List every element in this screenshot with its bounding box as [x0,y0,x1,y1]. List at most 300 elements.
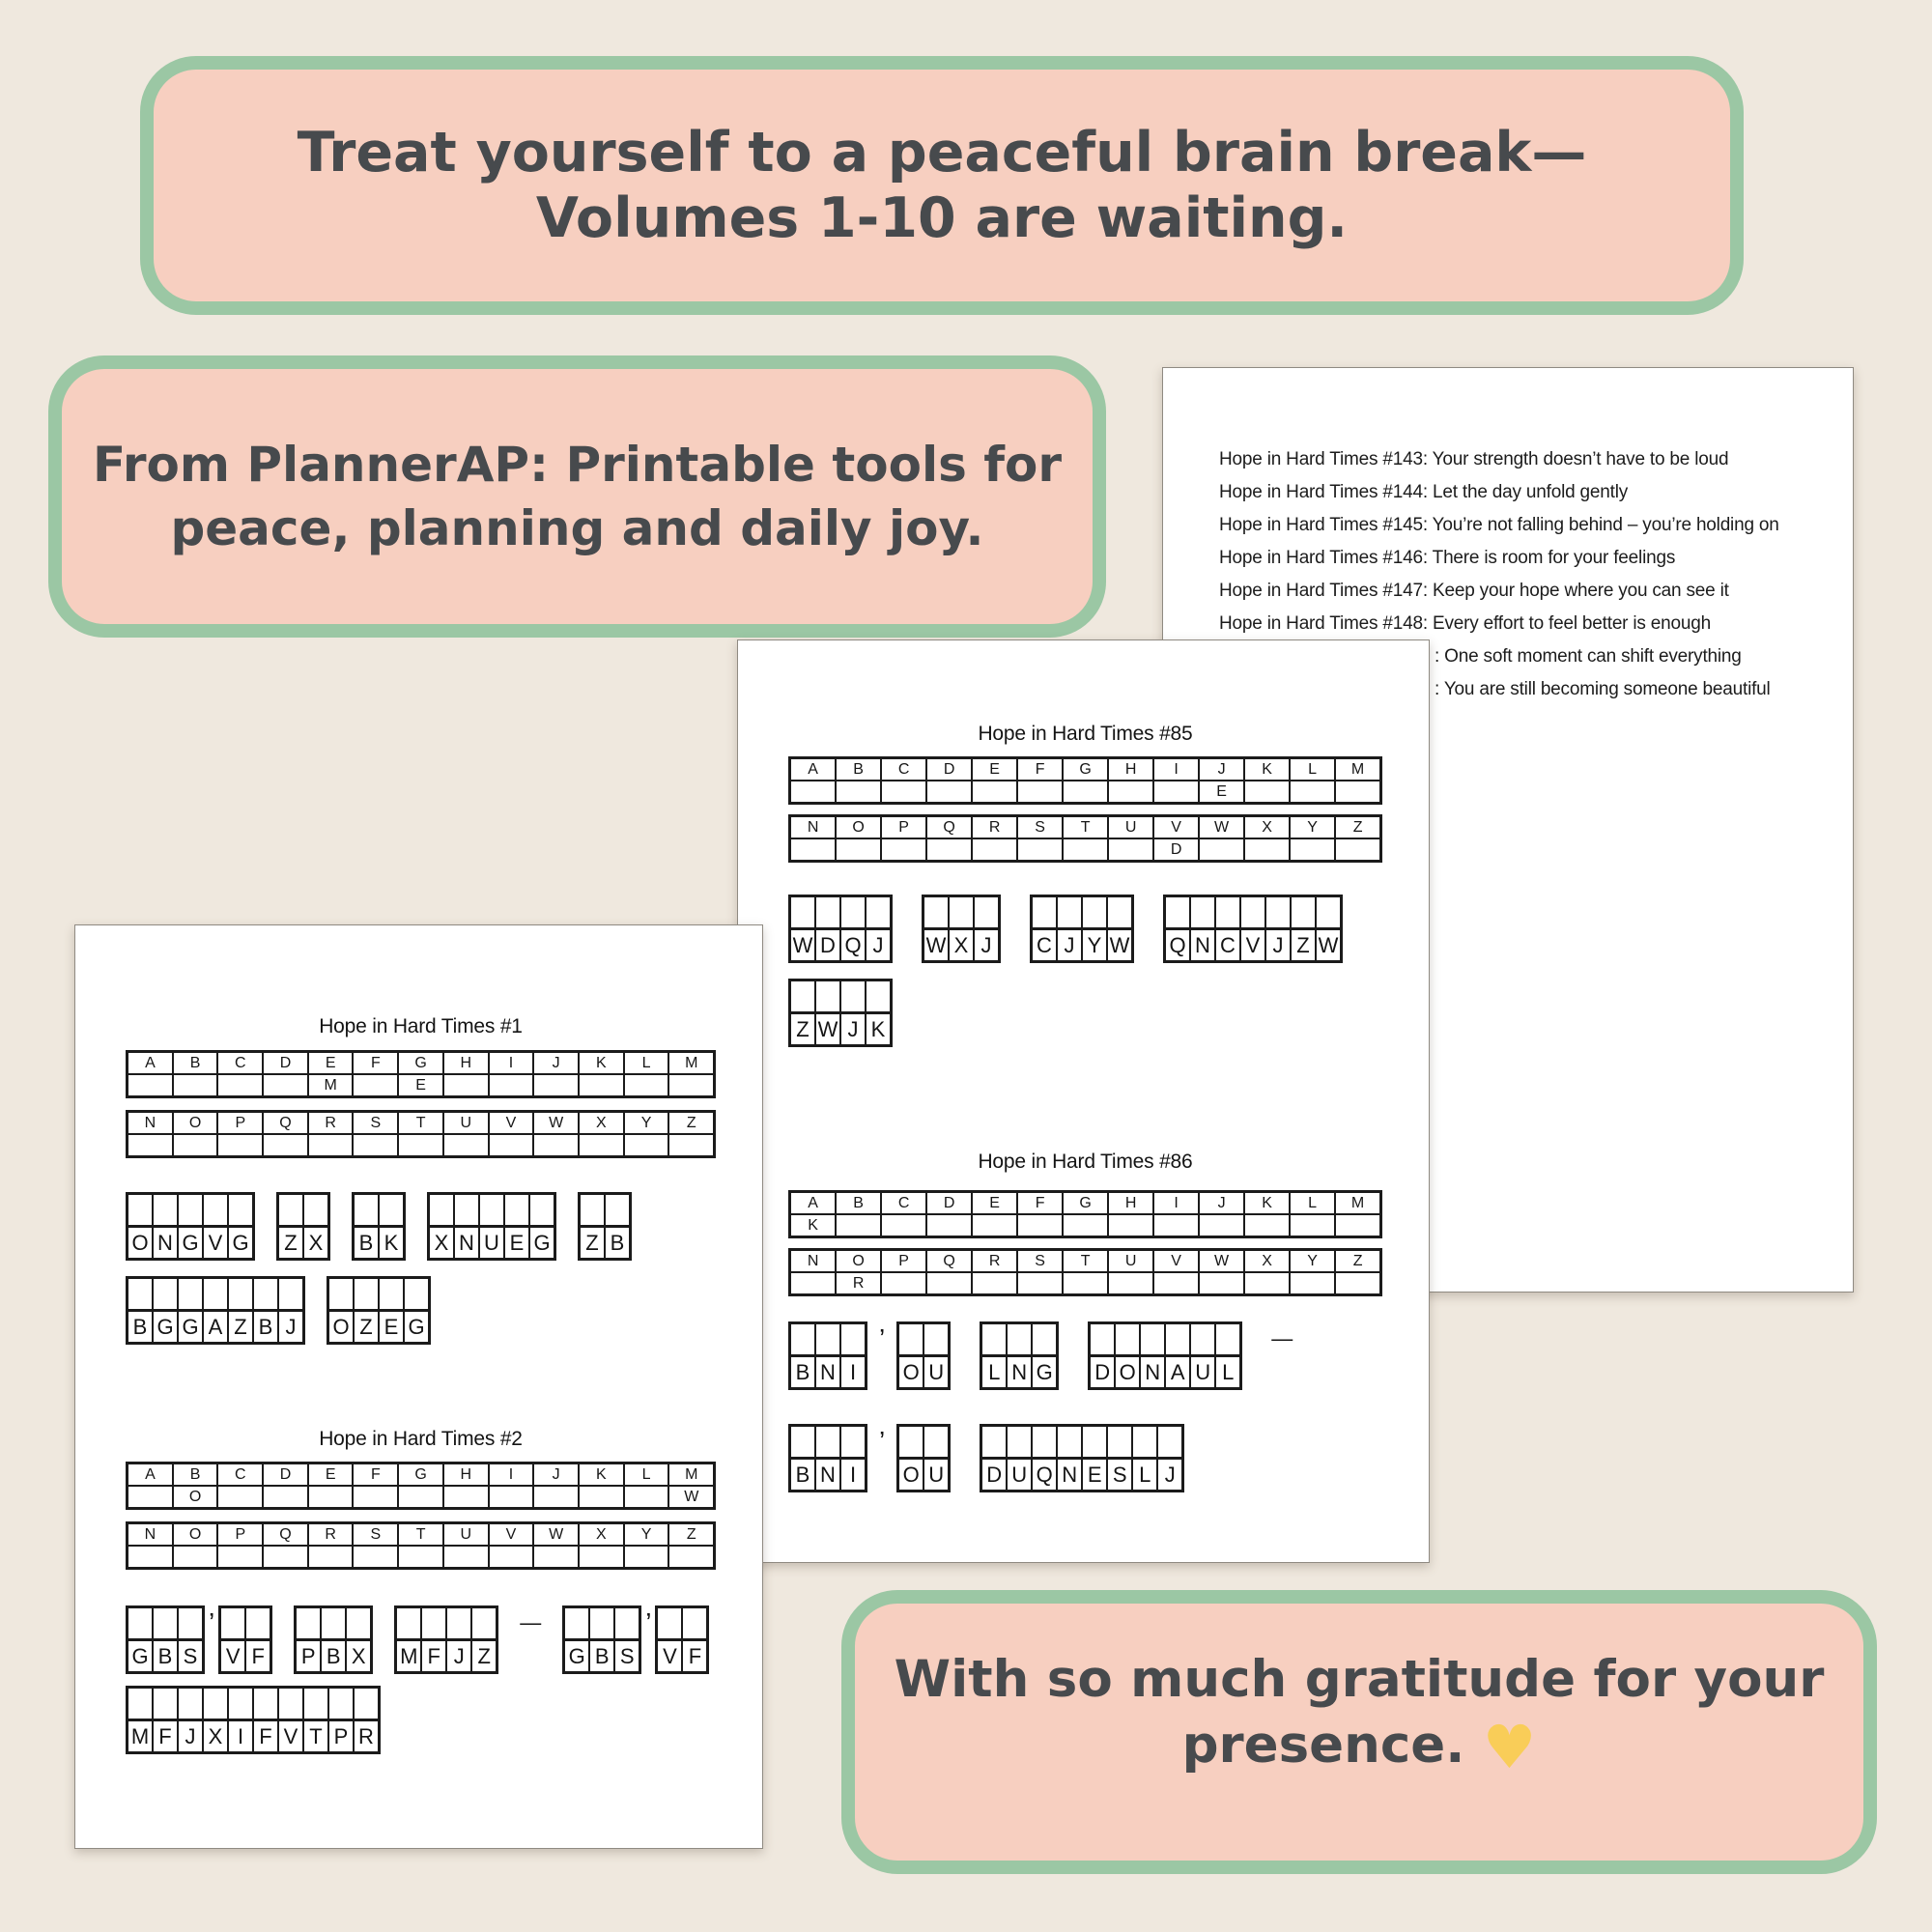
word-cipher-cell: P [296,1640,321,1672]
word-answer-cell [1316,896,1341,928]
banner-line: Treat yourself to a peaceful brain break— [297,121,1587,185]
quote-line-partial: : One soft moment can shift everything [1435,646,1742,667]
word-answer-cell [605,1194,630,1226]
key-letter-cell: U [1108,1250,1153,1272]
key-letter-cell: W [533,1523,579,1546]
puzzle-page-85-86-content [738,722,1429,1492]
puzzle-page-1-2-content [75,1014,762,1754]
key-letter-cell: F [1017,758,1063,781]
word-answer-cell [1265,896,1291,928]
word-answer-cell [421,1607,446,1639]
word-cipher-cell: J [278,1311,303,1343]
key-letter-cell: I [489,1052,534,1074]
word-cipher-cell: B [153,1640,178,1672]
cryptogram-word [394,1605,498,1674]
word-cipher-cell: K [866,1013,891,1045]
cryptogram-line [126,1192,716,1261]
word-cipher-cell: U [1190,1356,1215,1388]
punctuation-mark: ’ [879,1425,886,1456]
key-letter-cell: B [173,1463,218,1486]
key-answer-cell [308,1486,354,1508]
word-answer-cell [128,1688,153,1719]
key-answer-cell [173,1546,218,1568]
cryptogram-line [126,1605,716,1674]
word-cipher-cell: M [396,1640,421,1672]
word-cipher-cell: Z [228,1311,253,1343]
cryptogram-word [562,1605,641,1674]
word-cipher-cell: G [1032,1356,1057,1388]
banner-brain-break [140,56,1744,315]
word-answer-cell [949,896,974,928]
word-answer-cell [564,1607,589,1639]
word-answer-cell [278,1278,303,1310]
key-letter-cell: D [263,1052,308,1074]
cryptogram-word [126,1686,381,1754]
key-answer-cell [668,1074,714,1096]
key-letter-cell: O [173,1112,218,1134]
key-answer-cell [1063,781,1108,803]
quote-line: Hope in Hard Times #146: There is room for your feelings [1219,548,1676,568]
cipher-key-table [788,756,1382,805]
key-answer-cell [972,1214,1017,1236]
key-letter-cell: Q [926,1250,972,1272]
quote-line: Hope in Hard Times #144: Let the day unfold gently [1219,482,1629,502]
word-cipher-cell: F [253,1720,278,1752]
key-answer-cell [1244,1214,1290,1236]
key-answer-cell [533,1546,579,1568]
word-cipher-cell: J [1057,929,1082,961]
key-letter-cell: I [1153,758,1199,781]
key-answer-cell [353,1074,398,1096]
key-answer-cell [398,1486,443,1508]
word-answer-cell [923,896,949,928]
key-answer-cell [308,1134,354,1156]
key-letter-cell: U [1108,816,1153,838]
punctuation-mark: ’ [645,1606,652,1637]
word-cipher-cell: I [840,1356,866,1388]
word-answer-cell [396,1607,421,1639]
key-answer-cell [1290,838,1335,861]
word-cipher-cell: C [1032,929,1057,961]
banner-gratitude-text [894,1648,1825,1782]
key-letter-cell: Y [624,1112,669,1134]
key-answer-cell [263,1486,308,1508]
word-answer-cell [228,1194,253,1226]
cryptogram-word [126,1605,205,1674]
banner-plannerap-text [93,433,1062,560]
key-letter-cell: K [1244,1192,1290,1214]
key-letter-cell: V [1153,816,1199,838]
key-letter-cell: P [881,816,926,838]
word-cipher-cell: N [1007,1356,1032,1388]
key-answer-cell [173,1074,218,1096]
word-answer-cell [657,1607,682,1639]
word-answer-cell [1107,1426,1132,1458]
banner-line: peace, planning and daily joy. [170,500,984,556]
cryptogram-word [896,1321,951,1390]
key-letter-cell: Y [624,1523,669,1546]
word-answer-cell [379,1278,404,1310]
word-answer-cell [471,1607,497,1639]
cipher-key-table [788,814,1382,863]
word-cipher-cell: L [1215,1356,1240,1388]
word-cipher-cell: Y [1082,929,1107,961]
word-cipher-cell: B [790,1356,815,1388]
key-letter-cell: T [398,1112,443,1134]
key-answer-cell [668,1134,714,1156]
punctuation-mark: — [1271,1325,1293,1350]
key-letter-cell: K [579,1052,624,1074]
cryptogram-word [1030,895,1134,963]
word-cipher-cell: B [321,1640,346,1672]
word-cipher-cell: J [1157,1459,1182,1491]
cryptogram-word [1088,1321,1242,1390]
word-cipher-cell: D [815,929,840,961]
word-cipher-cell: W [1316,929,1341,961]
word-cipher-cell: I [228,1720,253,1752]
quote-line: Hope in Hard Times #147: Keep your hope where you can see it [1219,581,1729,601]
word-cipher-cell: W [1107,929,1132,961]
word-cipher-cell: U [479,1227,504,1259]
key-letter-cell: Z [1335,816,1380,838]
key-answer-cell [1108,838,1153,861]
key-answer-cell [353,1546,398,1568]
cryptogram-line [788,895,1382,963]
word-answer-cell [1165,896,1190,928]
word-cipher-cell: G [564,1640,589,1672]
banner-plannerap [48,355,1106,638]
word-answer-cell [1107,896,1132,928]
word-answer-cell [253,1278,278,1310]
word-cipher-cell: V [1240,929,1265,961]
word-cipher-cell: N [815,1356,840,1388]
word-answer-cell [815,1323,840,1355]
key-answer-cell [217,1546,263,1568]
word-answer-cell [815,896,840,928]
word-answer-cell [1240,896,1265,928]
key-letter-cell: K [1244,758,1290,781]
word-cipher-cell: N [1190,929,1215,961]
word-answer-cell [203,1278,228,1310]
word-answer-cell [974,896,999,928]
key-answer-cell [443,1486,489,1508]
word-answer-cell [128,1278,153,1310]
word-answer-cell [1132,1426,1157,1458]
key-letter-cell: H [1108,1192,1153,1214]
word-answer-cell [529,1194,554,1226]
key-letter-cell: T [1063,816,1108,838]
key-answer-cell [1108,781,1153,803]
word-answer-cell [153,1607,178,1639]
cryptogram-word [788,895,893,963]
word-cipher-cell: E [504,1227,529,1259]
cryptogram-word [352,1192,406,1261]
key-answer-cell [1199,838,1244,861]
key-answer-cell [579,1134,624,1156]
key-answer-cell [128,1486,173,1508]
word-cipher-cell: S [614,1640,639,1672]
word-answer-cell [1190,896,1215,928]
key-letter-cell: Y [1290,1250,1335,1272]
word-cipher-cell: S [178,1640,203,1672]
word-cipher-cell: J [446,1640,471,1672]
key-answer-cell: O [173,1486,218,1508]
word-cipher-cell: X [429,1227,454,1259]
key-letter-cell: Z [1335,1250,1380,1272]
word-cipher-cell: N [1140,1356,1165,1388]
puzzle-page-85-86 [737,639,1430,1563]
key-answer-cell [1290,1214,1335,1236]
key-answer-cell [836,781,881,803]
key-answer-cell [790,838,836,861]
word-answer-cell [981,1426,1007,1458]
key-answer-cell [1063,838,1108,861]
key-letter-cell: R [308,1112,354,1134]
key-answer-cell [263,1074,308,1096]
puzzle-page-1-2 [74,924,763,1849]
cryptogram-word [126,1276,305,1345]
key-answer-cell [972,838,1017,861]
key-answer-cell [489,1486,534,1508]
word-cipher-cell: O [898,1459,923,1491]
key-answer-cell: K [790,1214,836,1236]
key-letter-cell: H [443,1052,489,1074]
key-letter-cell: I [489,1463,534,1486]
key-letter-cell: V [1153,1250,1199,1272]
key-letter-cell: X [1244,816,1290,838]
word-cipher-cell: U [923,1356,949,1388]
word-answer-cell [153,1278,178,1310]
key-letter-cell: W [1199,1250,1244,1272]
word-cipher-cell: O [128,1227,153,1259]
word-cipher-cell: B [354,1227,379,1259]
key-letter-cell: T [398,1523,443,1546]
quote-line: Hope in Hard Times #145: You’re not falling behind – you’re holding on [1219,515,1779,535]
word-cipher-cell: O [1115,1356,1140,1388]
word-answer-cell [790,980,815,1012]
key-answer-cell [128,1134,173,1156]
word-cipher-cell: I [840,1459,866,1491]
key-letter-cell: J [533,1463,579,1486]
key-answer-cell [217,1486,263,1508]
key-letter-cell: E [972,1192,1017,1214]
cryptogram-word [294,1605,373,1674]
key-letter-cell: R [972,1250,1017,1272]
key-letter-cell: I [1153,1192,1199,1214]
key-answer-cell [489,1546,534,1568]
word-answer-cell [1032,1323,1057,1355]
word-cipher-cell: W [790,929,815,961]
key-answer-cell [926,1214,972,1236]
word-answer-cell [479,1194,504,1226]
key-letter-cell: Z [668,1523,714,1546]
cryptogram-word [218,1605,272,1674]
word-answer-cell [840,1426,866,1458]
word-answer-cell [354,1194,379,1226]
key-answer-cell [790,781,836,803]
word-answer-cell [1057,896,1082,928]
key-letter-cell: L [1290,758,1335,781]
key-answer-cell [1017,781,1063,803]
cryptogram-word [788,979,893,1047]
puzzle-title: Hope in Hard Times #85 [978,723,1193,745]
word-answer-cell [580,1194,605,1226]
key-letter-cell: O [173,1523,218,1546]
word-cipher-cell: Q [1032,1459,1057,1491]
word-cipher-cell: Z [1291,929,1316,961]
word-cipher-cell: O [328,1311,354,1343]
word-cipher-cell: V [278,1720,303,1752]
key-letter-cell: S [353,1112,398,1134]
key-answer-cell [1108,1272,1153,1294]
key-answer-cell [972,781,1017,803]
word-answer-cell [1007,1426,1032,1458]
key-answer-cell: R [836,1272,881,1294]
key-letter-cell: A [128,1052,173,1074]
word-cipher-cell: G [228,1227,253,1259]
key-answer-cell [489,1074,534,1096]
key-letter-cell: J [1199,1192,1244,1214]
word-cipher-cell: T [303,1720,328,1752]
key-letter-cell: F [353,1052,398,1074]
word-answer-cell [253,1688,278,1719]
word-answer-cell [1165,1323,1190,1355]
word-cipher-cell: V [203,1227,228,1259]
word-answer-cell [128,1607,153,1639]
word-answer-cell [346,1607,371,1639]
word-answer-cell [178,1194,203,1226]
cryptogram-word [980,1424,1184,1492]
word-answer-cell [220,1607,245,1639]
cipher-key-table [126,1110,716,1158]
key-answer-cell [624,1486,669,1508]
word-answer-cell [354,1278,379,1310]
punctuation-mark: — [520,1609,542,1634]
key-letter-cell: O [836,816,881,838]
key-letter-cell: B [173,1052,218,1074]
key-answer-cell [579,1074,624,1096]
key-answer-cell [1244,1272,1290,1294]
key-letter-cell: C [881,758,926,781]
word-cipher-cell: F [421,1640,446,1672]
key-letter-cell: E [308,1463,354,1486]
word-answer-cell [1007,1323,1032,1355]
key-letter-cell: U [443,1112,489,1134]
word-answer-cell [840,1323,866,1355]
word-cipher-cell: C [1215,929,1240,961]
key-letter-cell: M [1335,758,1380,781]
key-answer-cell [308,1546,354,1568]
word-cipher-cell: Q [840,929,866,961]
word-answer-cell [178,1278,203,1310]
word-answer-cell [1032,1426,1057,1458]
word-cipher-cell: P [328,1720,354,1752]
word-cipher-cell: R [354,1720,379,1752]
word-cipher-cell: B [128,1311,153,1343]
word-cipher-cell: A [1165,1356,1190,1388]
word-answer-cell [303,1688,328,1719]
word-answer-cell [1090,1323,1115,1355]
word-answer-cell [203,1688,228,1719]
key-answer-cell [1199,1272,1244,1294]
word-answer-cell [446,1607,471,1639]
quote-line: Hope in Hard Times #148: Every effort to feel better is enough [1219,613,1711,634]
word-answer-cell [328,1278,354,1310]
key-letter-cell: N [128,1523,173,1546]
key-answer-cell [624,1546,669,1568]
word-cipher-cell: U [1007,1459,1032,1491]
key-answer-cell [1335,781,1380,803]
word-cipher-cell: L [981,1356,1007,1388]
word-answer-cell [178,1688,203,1719]
word-cipher-cell: N [815,1459,840,1491]
word-cipher-cell: G [404,1311,429,1343]
key-letter-cell: F [1017,1192,1063,1214]
key-letter-cell: T [1063,1250,1108,1272]
key-answer-cell [353,1134,398,1156]
key-letter-cell: A [790,1192,836,1214]
key-answer-cell [1063,1214,1108,1236]
word-answer-cell [815,980,840,1012]
word-cipher-cell: S [1107,1459,1132,1491]
word-cipher-cell: G [178,1311,203,1343]
key-answer-cell [128,1546,173,1568]
word-answer-cell [404,1278,429,1310]
quote-line-partial: : You are still becoming someone beautiful [1435,679,1771,699]
word-answer-cell [321,1607,346,1639]
key-answer-cell [881,781,926,803]
key-answer-cell [1017,1272,1063,1294]
word-cipher-cell: F [153,1720,178,1752]
punctuation-mark: ’ [879,1322,886,1353]
word-answer-cell [790,896,815,928]
key-answer-cell [1017,838,1063,861]
word-answer-cell [228,1278,253,1310]
word-cipher-cell: Z [580,1227,605,1259]
key-answer-cell [263,1546,308,1568]
word-cipher-cell: Z [471,1640,497,1672]
key-letter-cell: X [579,1523,624,1546]
word-cipher-cell: Z [354,1311,379,1343]
banner-line: presence. [1181,1716,1465,1775]
word-answer-cell [303,1194,328,1226]
word-answer-cell [1082,896,1107,928]
word-cipher-cell: V [657,1640,682,1672]
cryptogram-word [1163,895,1343,963]
key-answer-cell [881,1272,926,1294]
key-answer-cell [128,1074,173,1096]
key-letter-cell: H [443,1463,489,1486]
word-answer-cell [278,1194,303,1226]
key-answer-cell [1199,1214,1244,1236]
cipher-key-table [788,1190,1382,1238]
word-cipher-cell: J [1265,929,1291,961]
key-letter-cell: S [1017,816,1063,838]
key-answer-cell [1244,781,1290,803]
word-cipher-cell: Z [790,1013,815,1045]
key-letter-cell: P [881,1250,926,1272]
key-letter-cell: X [1244,1250,1290,1272]
key-letter-cell: N [128,1112,173,1134]
key-letter-cell: N [790,816,836,838]
cipher-key-table [788,1248,1382,1296]
banner-line: With so much gratitude for your [894,1650,1825,1709]
key-answer-cell [790,1272,836,1294]
cryptogram-line [788,979,1382,1047]
word-cipher-cell: B [589,1640,614,1672]
banner-gratitude [841,1590,1877,1874]
word-answer-cell [454,1194,479,1226]
